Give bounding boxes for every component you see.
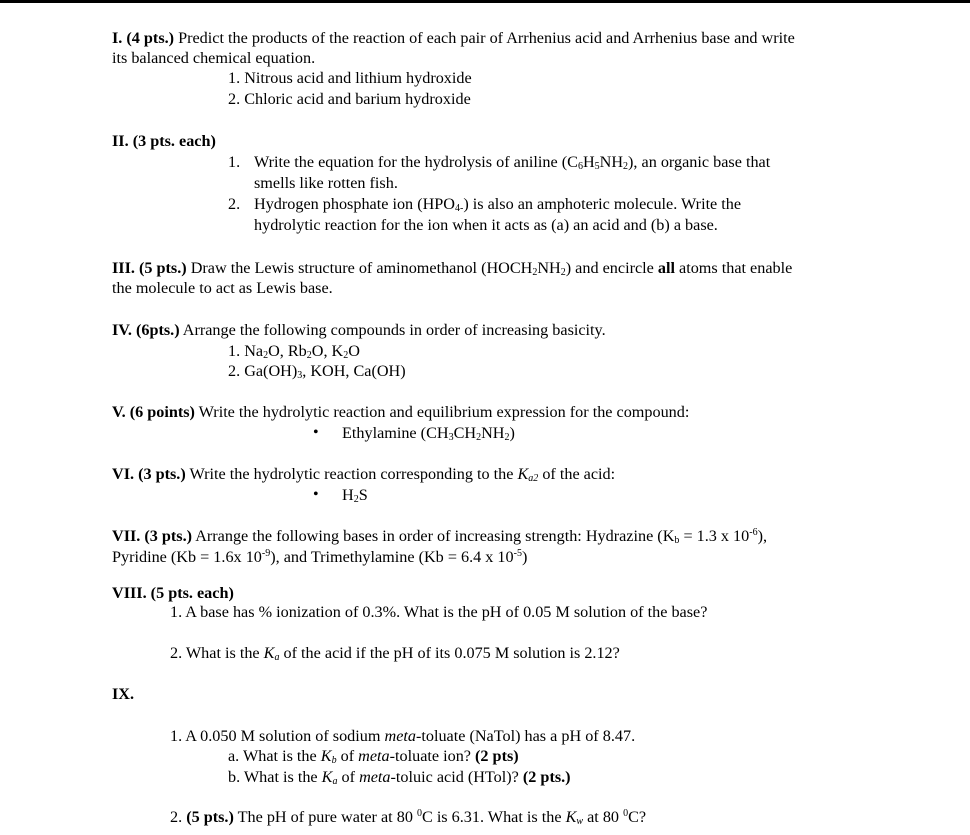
section-9-item-1b: b. What is the $K_a$ of meta-toluic acid (HTol)? (2 pts.) bbox=[228, 768, 571, 787]
section-1-text-cont: its balanced chemical equation. bbox=[112, 49, 316, 67]
section-4-item-1: 1. $Na_2O$, $Rb_2O$, $K_2O$ bbox=[228, 342, 360, 361]
item-text: Write the equation for the hydrolysis of aniline ( bbox=[254, 153, 568, 171]
points-label: (2 pts.) bbox=[522, 768, 571, 786]
section-7-label: VII. (3 pts.) bbox=[112, 527, 193, 545]
bullet-icon: • bbox=[313, 486, 319, 503]
section-9-item-1 bbox=[170, 726, 635, 746]
section-2-item-2: 2. Hydrogen phosphate ion $(HPO_{4-})$ is also an amphoteric molecule. Write the bbox=[228, 195, 742, 214]
item-text: ), an organic base that bbox=[628, 153, 771, 171]
section-3-label: III. (5 pts.) bbox=[112, 259, 187, 277]
italic-meta: meta bbox=[359, 768, 391, 786]
section-6-text: Write the hydrolytic reaction corresponding to the bbox=[189, 465, 518, 483]
section-7-heading: VII. (3 pts.) Arrange the following bases in order of increasing strength: Hydrazine ($K_b = 1.3$ x $10^{-6}$), bbox=[112, 527, 768, 546]
item-text: of the acid if the pH of its 0.075 M solution is 2.12? bbox=[279, 644, 620, 662]
section-8-item-1: 1. A base has % ionization of 0.3%. What is the pH of 0.05 M solution of the base? bbox=[170, 603, 708, 621]
section-5-label: V. (6 points) bbox=[112, 403, 195, 421]
section-3-text: Draw the Lewis structure of aminomethanol ( bbox=[190, 259, 487, 277]
item-number: 2. bbox=[228, 362, 245, 380]
section-8-heading: VIII. (5 pts. each) bbox=[112, 584, 234, 602]
section-9-item-2: 2. (5 pts.) The pH of pure water at 80 $^0$C is 6.31. What is the $K_w$ at 80 $^0$C? bbox=[170, 808, 647, 827]
item-text: Ethylamine ( bbox=[342, 424, 427, 442]
item-text: Hydrogen phosphate ion ( bbox=[254, 195, 423, 213]
item-number: 1. bbox=[228, 153, 241, 171]
bullet-icon: • bbox=[313, 424, 319, 441]
item-text: 2. What is the bbox=[170, 644, 264, 662]
section-1-label: I. (4 pts.) bbox=[112, 29, 175, 47]
emphasis-all: all bbox=[657, 259, 675, 277]
item-text: 1. A 0.050 M solution of sodium bbox=[170, 727, 385, 745]
section-7-text: Arrange the following bases in order of increasing strength: Hydrazine ( bbox=[195, 527, 663, 545]
item-text: of bbox=[337, 768, 360, 786]
section-9-item-1a: a. What is the $K_b$ of meta-toluate ion? (2 pts) bbox=[228, 747, 519, 766]
italic-meta: meta bbox=[384, 727, 416, 745]
section-3-heading: III. (5 pts.) Draw the Lewis structure of aminomethanol $(HOCH_2NH_2)$ and encircle all atoms that enable bbox=[112, 259, 793, 278]
item-text: ) is also an amphoteric molecule. Write the bbox=[463, 195, 742, 213]
section-6-text: of the acid: bbox=[538, 465, 616, 483]
section-3-text-cont: the molecule to act as Lewis base. bbox=[112, 279, 333, 297]
section-6-label: VI. (3 pts.) bbox=[112, 465, 186, 483]
section-7-text: Pyridine (Kb = 1.6x bbox=[112, 548, 246, 566]
section-4-label: IV. (6pts.) bbox=[112, 321, 180, 339]
item-text: a. What is the bbox=[228, 747, 321, 765]
section-9-heading: IX. bbox=[112, 685, 135, 703]
section-2-item-1: 1. Write the equation for the hydrolysis of aniline $(C_6H_5NH_2)$, an organic base that bbox=[228, 153, 771, 172]
section-4-heading bbox=[112, 320, 606, 340]
item-number: 1. bbox=[228, 342, 245, 360]
section-6-heading: VI. (3 pts.) Write the hydrolytic reaction corresponding to the $K_{a2}$ of the acid: bbox=[112, 465, 616, 484]
section-1-item-2: 2. Chloric acid and barium hydroxide bbox=[228, 90, 471, 108]
item-text: b. What is the bbox=[228, 768, 322, 786]
section-7-text-cont: Pyridine (Kb = 1.6x $10^{-9}$), and Trimethylamine (Kb = 6.4 x $10^{-5}$) bbox=[112, 548, 528, 566]
section-5-item: Ethylamine $(CH_3CH_2NH_2)$ bbox=[342, 424, 515, 443]
points-label: (2 pts) bbox=[475, 747, 519, 765]
section-4-item-2: 2. $Ga(OH)_3$, KOH, Ca(OH) bbox=[228, 362, 406, 381]
section-3-text: atoms that enable bbox=[674, 259, 793, 277]
item-text: The pH of pure water at bbox=[233, 808, 397, 826]
section-5-heading bbox=[112, 402, 689, 422]
item-number: 2. bbox=[170, 808, 187, 826]
section-4-text: Arrange the following compounds in order of increasing basicity. bbox=[182, 321, 606, 339]
section-2-heading: II. (3 pts. each) bbox=[112, 132, 216, 150]
section-2-item-2-cont: hydrolytic reaction for the ion when it acts as (a) an acid and (b) a base. bbox=[254, 216, 718, 234]
item-text: -toluate ion? bbox=[389, 747, 476, 765]
section-1-item-1: 1. Nitrous acid and lithium hydroxide bbox=[228, 69, 472, 87]
item-text: of bbox=[336, 747, 359, 765]
section-1-heading bbox=[112, 28, 795, 48]
item-number: 2. bbox=[228, 195, 241, 213]
item-text: -toluic acid (HTol)? bbox=[390, 768, 523, 786]
section-8-item-2: 2. What is the $K_a$ of the acid if the pH of its 0.075 M solution is 2.12? bbox=[170, 644, 620, 663]
points-label: (5 pts.) bbox=[186, 808, 234, 826]
section-1-text: Predict the products of the reaction of each pair of Arrhenius acid and Arrhenius base and write bbox=[178, 29, 795, 47]
item-text: -toluate (NaTol) has a pH of 8.47. bbox=[415, 727, 636, 745]
section-2-item-1-cont: smells like rotten fish. bbox=[254, 174, 398, 192]
italic-meta: meta bbox=[358, 747, 390, 765]
section-3-text: ) and encircle bbox=[565, 259, 658, 277]
section-5-text: Write the hydrolytic reaction and equilibrium expression for the compound: bbox=[198, 403, 690, 421]
section-6-item: $H_2S$ bbox=[342, 486, 368, 505]
